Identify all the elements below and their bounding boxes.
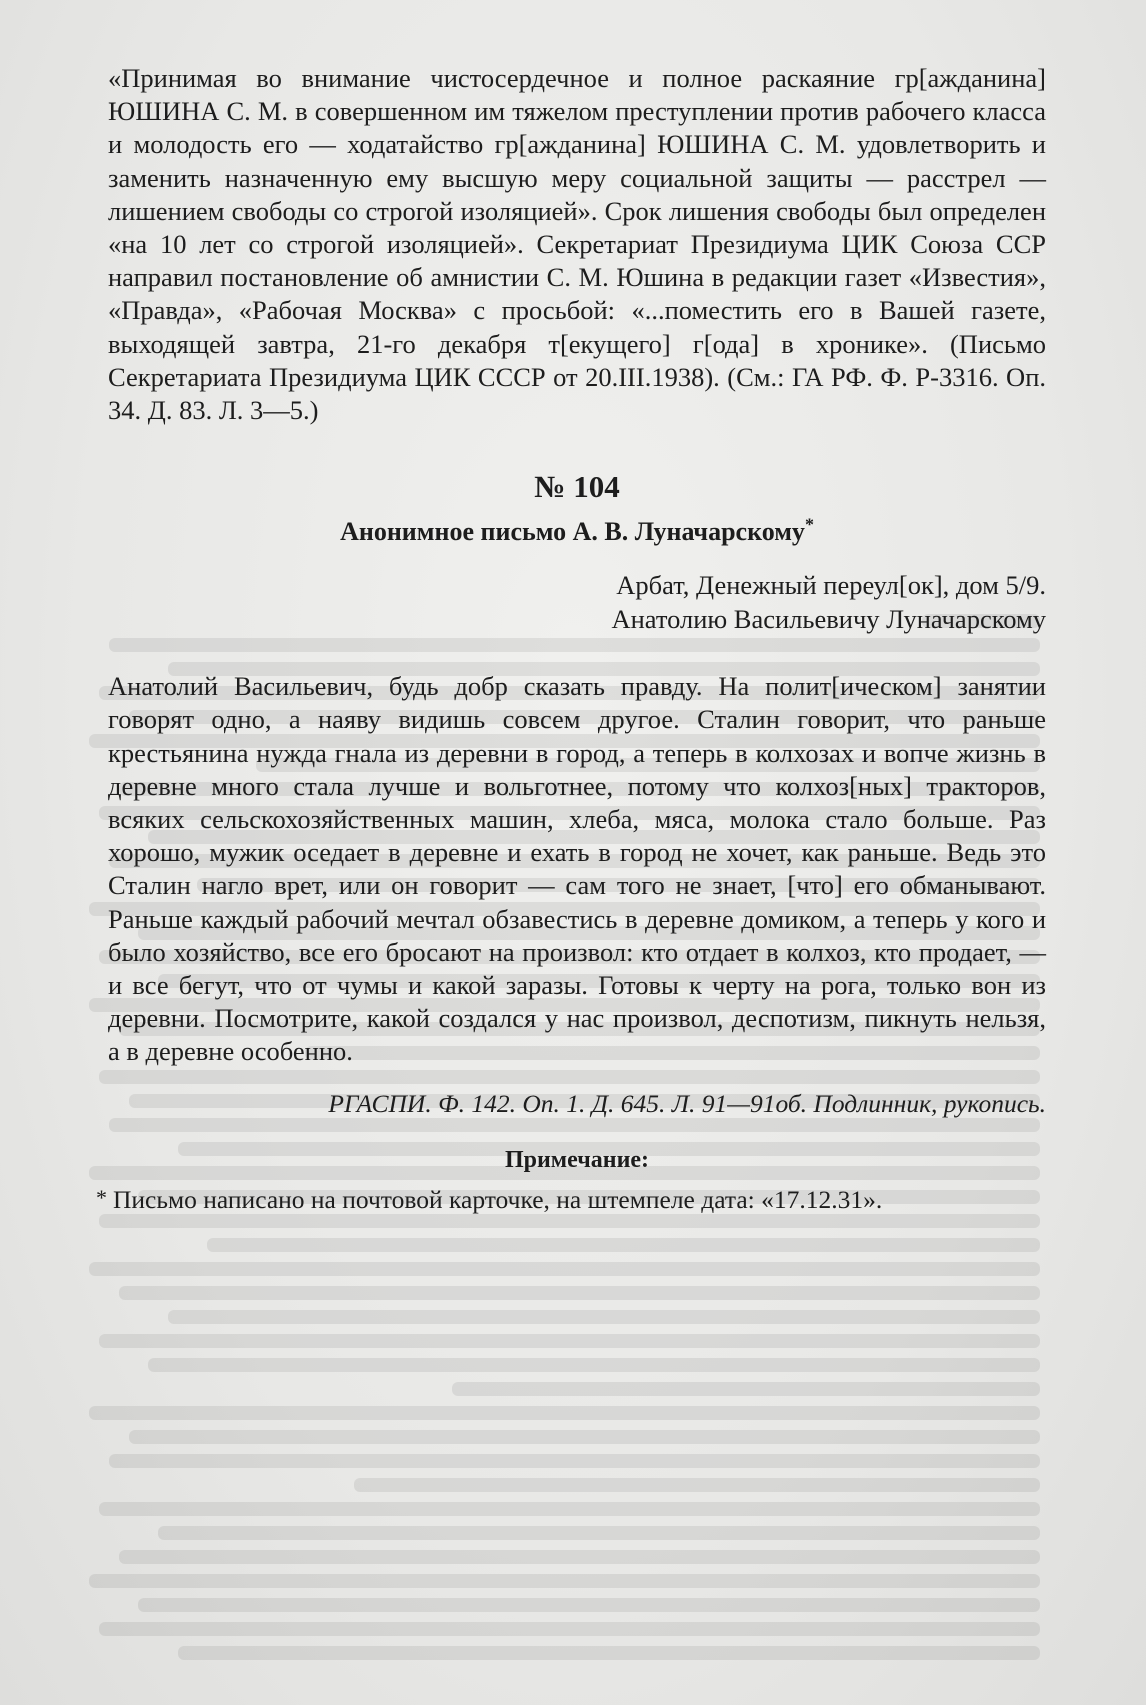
- archival-source: РГАСПИ. Ф. 142. Оп. 1. Д. 645. Л. 91—91об. Подлинник, рукопись.: [328, 1088, 1046, 1118]
- footnote-marker-note: *: [96, 1184, 107, 1210]
- footnote-marker: *: [804, 514, 814, 535]
- footnote-text: Письмо написано на почтовой карточке, на штемпеле дата: «17.12.31».: [113, 1184, 883, 1214]
- letter-body: Анатолий Васильевич, будь добр сказать правду. На полит[ическом] занятии говорят одно, а наяву видишь совсем другое. Сталин говорит, что раньше крестьянина нужда гнала из деревни в город, а теперь в колхозах и вопче жизнь в деревне много стала лучше и вольготнее, потому что колхоз[ных] тракторов, всяких сельскохозяйственных машин, хлеба, мяса, молока стало больше. Раз хорошо, мужик оседает в деревне и ехать в город не хочет, как раньше. Ведь это Сталин нагло врет, или он говорит — сам того не знает, [что] его обманывают. Раньше каждый рабочий мечтал обзавестись в деревне домиком, а теперь у кого и было хозяйство, все его бросают на произвол: кто отдает в колхоз, кто продает, — и все бегут, что от чумы и какой заразы. Готовы к черту на рога, только вон из деревни. Посмотрите, какой создался у нас произвол, деспотизм, пикнуть нельзя, а в деревне особенно.: [108, 671, 1046, 1067]
- footnote: [96, 1181, 1046, 1216]
- addressee-block: [108, 569, 1046, 636]
- recipient-line: Анатолию Васильевичу Луначарскому: [611, 603, 1046, 634]
- intro-paragraph: «Принимая во внимание чистосердечное и полное раскаяние гр[ажданина] ЮШИНА С. М. в совершенном им тяжелом преступлении против рабочего класса и молодость его — ходатайство гр[ажданина] ЮШИНА С. М. удовлетворить и заменить назначенную ему высшую меру социальной защиты — расстрел — лишением свободы со строгой изоляцией». Срок лишения свободы был определен «на 10 лет со строгой изоляцией». Секретариат Президиума ЦИК Союза ССР направил постановление об амнистии С. М. Юшина в редакции газет «Известия», «Правда», «Рабочая Москва» с просьбой: «...поместить его в Вашей газете, выходящей завтра, 21-го декабря т[екущего] г[ода] в хронике». (Письмо Секретариата Президиума ЦИК СССР от 20.III.1938). (См.: ГА РФ. Ф. Р-3316. Оп. 34. Д. 83. Л. 3—5.): [108, 63, 1046, 426]
- document-title-line: [108, 515, 1046, 549]
- document-number: № 104: [534, 469, 620, 505]
- page-content: [96, 62, 1046, 1216]
- address-line: Арбат, Денежный переул[ок], дом 5/9.: [616, 570, 1046, 601]
- document-title: Анонимное письмо А. В. Луначарскому: [340, 517, 805, 547]
- note-heading: Примечание:: [504, 1146, 650, 1173]
